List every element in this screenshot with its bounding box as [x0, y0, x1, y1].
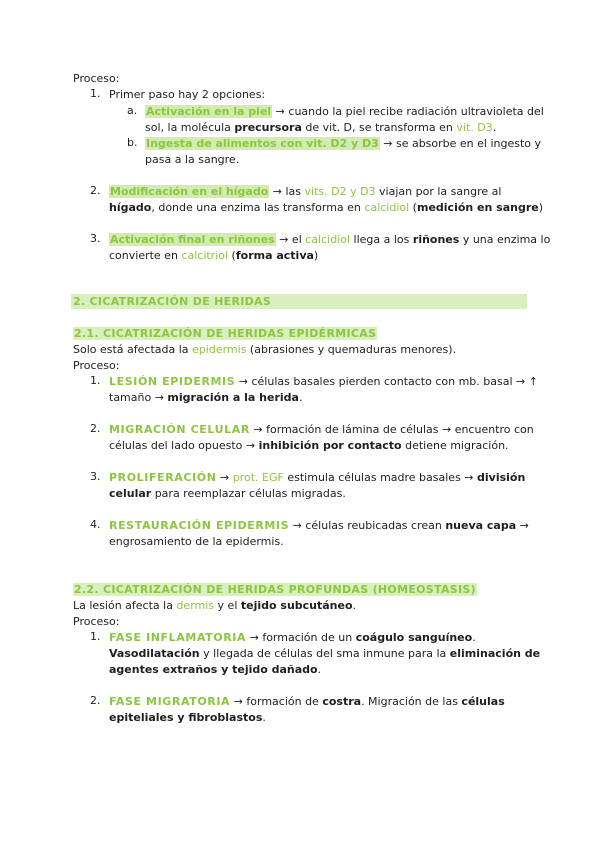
- list-item-line2: celular para reemplazar células migradas.: [109, 487, 346, 500]
- highlight-term: Modificación en el hígado: [110, 185, 269, 198]
- list-item-line3: agentes extraños y tejido dañado.: [109, 663, 322, 676]
- process-label: Proceso:: [73, 615, 120, 628]
- list-item-line1: PROLIFERACIÓN → prot. EGF estimula células madre basales → división: [109, 471, 526, 484]
- list-item-line1: MIGRACIÓN CELULAR → formación de lámina de células → encuentro con: [109, 423, 534, 436]
- list-number: 1.: [90, 374, 101, 387]
- list-item-line2: engrosamiento de la epidermis.: [109, 535, 284, 548]
- list-number: 3.: [90, 470, 101, 483]
- process-label: Proceso:: [73, 72, 120, 85]
- paragraph: Solo está afectada la epidermis (abrasiones y quemaduras menores).: [73, 343, 457, 356]
- step2-line2: hígado, donde una enzima las transforma en calcidiol (medición en sangre): [109, 201, 544, 214]
- step-text: Primer paso hay 2 opciones:: [109, 88, 266, 101]
- list-item-line2: epiteliales y fibroblastos.: [109, 711, 266, 724]
- step3-line2: convierte en calcitriol (forma activa): [109, 249, 319, 262]
- list-letter: a.: [127, 104, 138, 117]
- list-letter: b.: [127, 136, 138, 149]
- subsection-heading: 2.2. CICATRIZACIÓN DE HERIDAS PROFUNDAS (HOMEOSTASIS): [74, 583, 476, 596]
- process-label: Proceso:: [73, 359, 120, 372]
- list-item-line2: Vasodilatación y llegada de células del sma inmune para la eliminación de: [109, 647, 541, 660]
- list-item-line1: RESTAURACIÓN EPIDERMIS → células reubicadas crean nueva capa →: [109, 519, 529, 532]
- subsection-heading: 2.1. CICATRIZACIÓN DE HERIDAS EPIDÉRMICAS: [74, 327, 377, 340]
- substep-b-line2: pasa a la sangre.: [145, 153, 240, 166]
- list-item-line1: FASE MIGRATORIA → formación de costra. Migración de las células: [109, 695, 505, 708]
- section-heading: 2. CICATRIZACIÓN DE HERIDAS: [73, 295, 272, 308]
- list-number: 1.: [90, 630, 101, 643]
- list-number: 4.: [90, 518, 101, 531]
- list-item-line2: células del lado opuesto → inhibición por contacto detiene migración.: [109, 439, 509, 452]
- highlight-term: Ingesta de alimentos con vit. D2 y D3: [146, 137, 379, 150]
- list-number: 2.: [90, 422, 101, 435]
- list-number: 3.: [90, 232, 101, 245]
- substep-a-line1: Activación en la piel → cuando la piel recibe radiación ultravioleta del: [146, 105, 544, 118]
- substep-b-line1: Ingesta de alimentos con vit. D2 y D3 → se absorbe en el ingesto y: [146, 137, 542, 150]
- step2-line1: Modificación en el hígado → las vits. D2 y D3 viajan por la sangre al: [110, 185, 502, 198]
- substep-a-line2: sol, la molécula precursora de vit. D, se transforma en vit. D3.: [145, 121, 497, 134]
- step3-line1: Activación final en riñones → el calcidiol llega a los riñones y una enzima lo: [110, 233, 551, 246]
- list-number: 1.: [90, 87, 101, 100]
- list-item-line1: LESIÓN EPIDERMIS → células basales pierden contacto con mb. basal → ↑: [109, 375, 538, 388]
- highlight-term: Activación final en riñones: [110, 233, 275, 246]
- paragraph: La lesión afecta la dermis y el tejido subcutáneo.: [73, 599, 357, 612]
- list-item-line1: FASE INFLAMATORIA → formación de un coágulo sanguíneo.: [109, 631, 476, 644]
- highlight-term: Activación en la piel: [146, 105, 272, 118]
- list-item-line2: tamaño → migración a la herida.: [109, 391, 303, 404]
- list-number: 2.: [90, 694, 101, 707]
- list-number: 2.: [90, 184, 101, 197]
